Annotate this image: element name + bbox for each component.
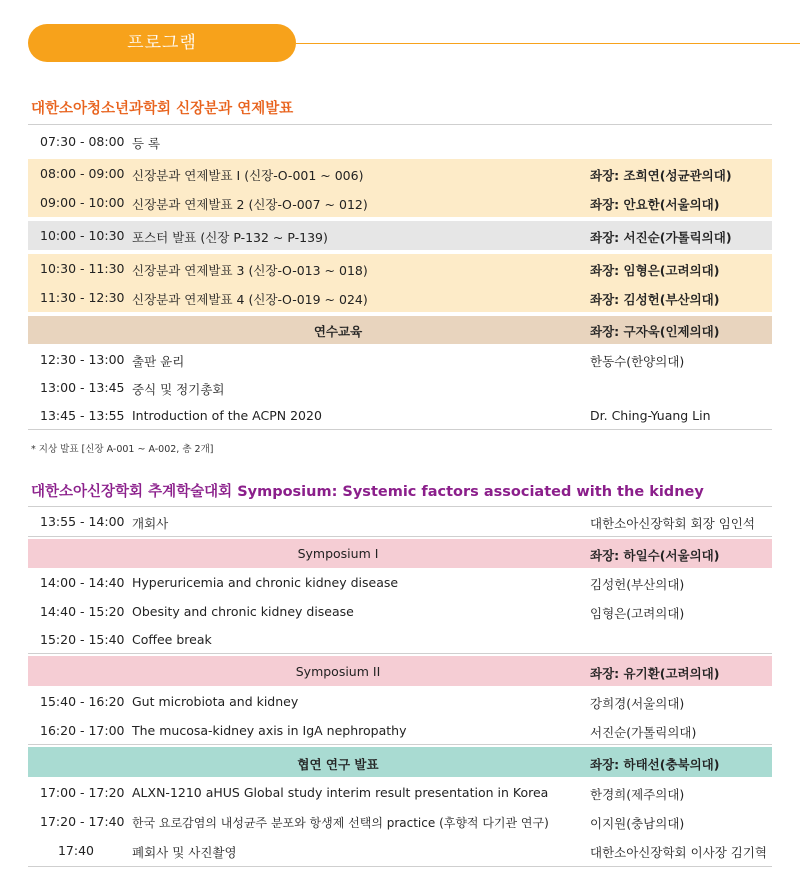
row-speaker: 이지원(충남의대) bbox=[590, 816, 685, 831]
row-time: 10:30 - 11:30 bbox=[40, 261, 125, 276]
row-time: 17:00 - 17:20 bbox=[40, 785, 125, 800]
row-title: 신장분과 연제발표 I (신장-O-001 ~ 006) bbox=[132, 168, 364, 183]
row-time: 10:00 - 10:30 bbox=[40, 228, 125, 243]
row-chair: 좌장: 김성헌(부산의대) bbox=[590, 292, 720, 307]
row-time: 13:55 - 14:00 bbox=[40, 514, 125, 529]
symposium2-title: Symposium II bbox=[295, 664, 381, 679]
row-divider bbox=[28, 744, 772, 745]
row-title: Introduction of the ACPN 2020 bbox=[132, 408, 322, 423]
education-title: 연수교육 bbox=[313, 324, 363, 339]
row-speaker: 대한소아신장학회 이사장 김기혁 bbox=[590, 845, 767, 860]
row-title: The mucosa-kidney axis in IgA nephropathy bbox=[132, 723, 407, 738]
section2-table bbox=[28, 506, 772, 866]
section2-title: 대한소아신장학회 추계학술대회 Symposium: Systemic factors associated with the kidney bbox=[31, 484, 704, 500]
row-chair: 좌장: 임형은(고려의대) bbox=[590, 263, 720, 278]
collab-title: 협연 연구 발표 bbox=[297, 757, 379, 772]
row-chair: 좌장: 서진순(가톨릭의대) bbox=[590, 230, 732, 245]
education-chair: 좌장: 구자욱(인제의대) bbox=[590, 324, 720, 339]
row-time: 13:00 - 13:45 bbox=[40, 380, 125, 395]
row-chair: 좌장: 안요한(서울의대) bbox=[590, 197, 720, 212]
section1-title: 대한소아청소년과학회 신장분과 연제발표 bbox=[31, 101, 294, 117]
row-speaker: 한경희(제주의대) bbox=[590, 787, 685, 802]
footnote: * 지상 발표 [신장 A-001 ~ A-002, 총 2개] bbox=[31, 444, 214, 455]
row-time: 17:20 - 17:40 bbox=[40, 814, 125, 829]
row-time: 07:30 - 08:00 bbox=[40, 134, 125, 149]
row-title: Hyperuricemia and chronic kidney disease bbox=[132, 575, 399, 590]
row-time: 16:20 - 17:00 bbox=[40, 723, 125, 738]
row-speaker: 강희경(서울의대) bbox=[590, 696, 685, 711]
symposium1-title: Symposium I bbox=[297, 546, 379, 561]
row-speaker: 김성헌(부산의대) bbox=[590, 577, 685, 592]
row-time: 15:20 - 15:40 bbox=[40, 632, 125, 647]
row-time: 15:40 - 16:20 bbox=[40, 694, 125, 709]
section2-bottom-rule bbox=[28, 866, 772, 867]
section1-bottom-rule bbox=[28, 429, 772, 430]
header-divider bbox=[296, 43, 800, 44]
symposium1-chair: 좌장: 하일수(서울의대) bbox=[590, 548, 720, 563]
row-title: 포스터 발표 (신장 P-132 ~ P-139) bbox=[132, 230, 328, 245]
symposium2-chair: 좌장: 유기환(고려의대) bbox=[590, 666, 720, 681]
row-title: 한국 요로감염의 내성균주 분포와 항생제 선택의 practice (후향적 다기관 연구) bbox=[132, 816, 549, 830]
row-title: Gut microbiota and kidney bbox=[132, 694, 299, 709]
row-time: 12:30 - 13:00 bbox=[40, 352, 125, 367]
row-time: 11:30 - 12:30 bbox=[40, 290, 125, 305]
row-time: 13:45 - 13:55 bbox=[40, 408, 125, 423]
row-speaker: 임형은(고려의대) bbox=[590, 606, 685, 621]
row-time: 14:00 - 14:40 bbox=[40, 575, 125, 590]
row-speaker: 대한소아신장학회 회장 임인석 bbox=[590, 516, 755, 531]
collab-chair: 좌장: 하태선(충북의대) bbox=[590, 757, 720, 772]
row-speaker: 한동수(한양의대) bbox=[590, 354, 685, 369]
row-divider bbox=[28, 653, 772, 654]
row-speaker: 서진순(가톨릭의대) bbox=[590, 725, 697, 740]
row-title: 신장분과 연제발표 2 (신장-O-007 ~ 012) bbox=[132, 197, 368, 212]
row-title: 개회사 bbox=[132, 516, 169, 531]
row-time: 08:00 - 09:00 bbox=[40, 166, 125, 181]
row-title: 중식 및 정기총회 bbox=[132, 382, 225, 397]
section1-table bbox=[28, 124, 772, 424]
row-chair: 좌장: 조희연(성균관의대) bbox=[590, 168, 732, 183]
row-divider bbox=[28, 536, 772, 537]
row-title: Coffee break bbox=[132, 632, 212, 647]
row-title: 신장분과 연제발표 3 (신장-O-013 ~ 018) bbox=[132, 263, 368, 278]
row-title: Obesity and chronic kidney disease bbox=[132, 604, 354, 619]
row-title: 신장분과 연제발표 4 (신장-O-019 ~ 024) bbox=[132, 292, 368, 307]
row-title: 출판 윤리 bbox=[132, 354, 185, 369]
row-title: ALXN-1210 aHUS Global study interim result presentation in Korea bbox=[132, 785, 549, 800]
row-title: 등 록 bbox=[132, 136, 161, 151]
row-speaker: Dr. Ching-Yuang Lin bbox=[590, 408, 711, 423]
program-header-pill: 프로그램 bbox=[28, 24, 296, 62]
row-title: 폐회사 및 사진촬영 bbox=[132, 845, 237, 860]
row-time: 14:40 - 15:20 bbox=[40, 604, 125, 619]
row-time: 17:40 bbox=[57, 843, 95, 858]
row-time: 09:00 - 10:00 bbox=[40, 195, 125, 210]
